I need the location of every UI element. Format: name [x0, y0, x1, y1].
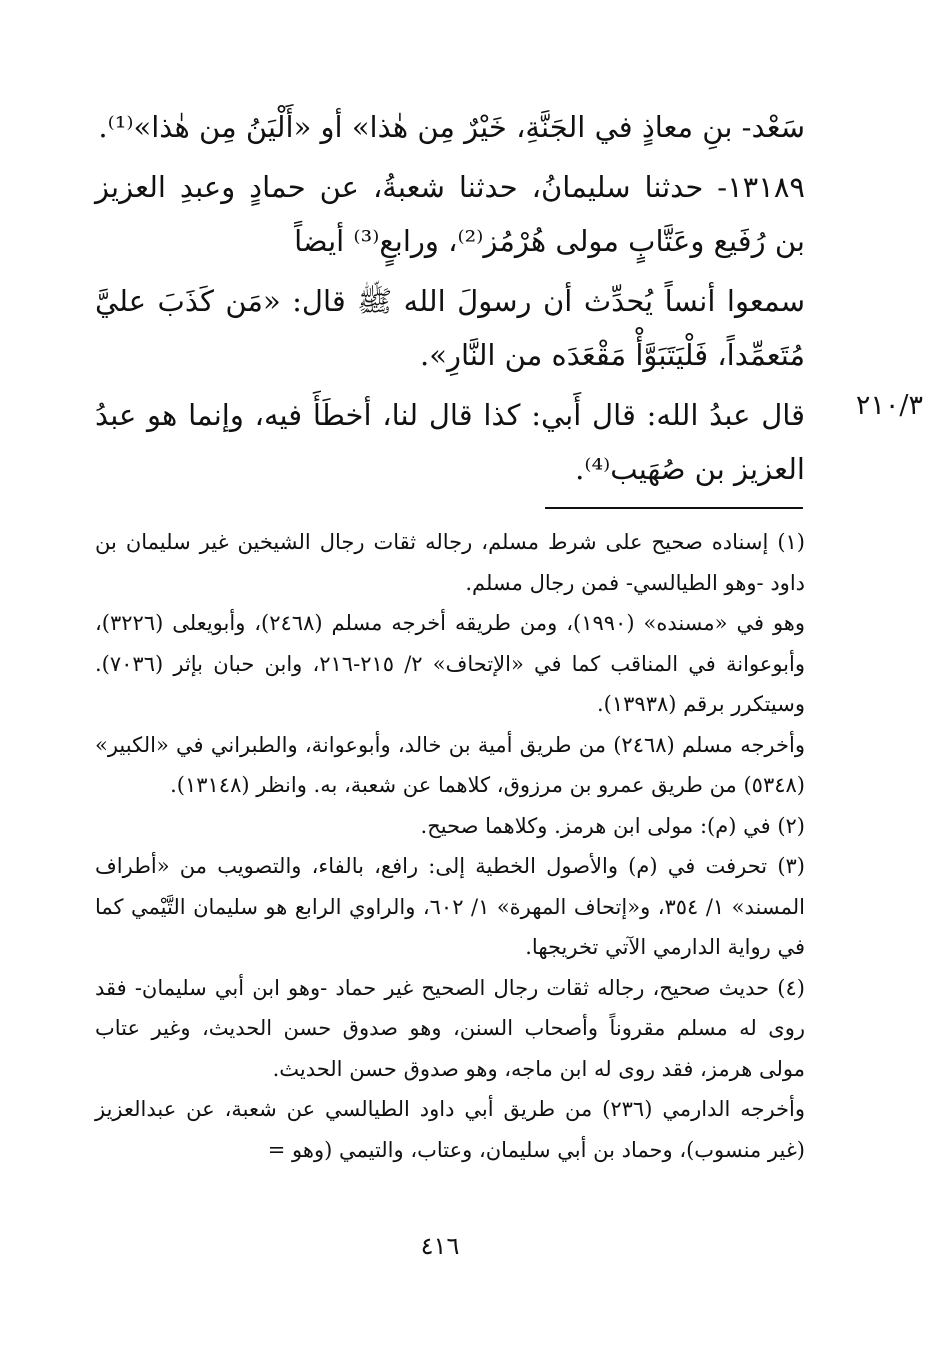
footnote-3: (٣) تحرفت في (م) والأصول الخطية إلى: رافع، بالفاء، والتصويب من «أطراف المسند» ١/ ٣٥٤، و«إتحاف المهرة» ١/ ٦٠٢، والراوي الرابع هو سليمان التَّيْمي كما في رواية الدارمي الآتي تخريجها. [95, 854, 805, 959]
footnote-4: (٤) حديث صحيح، رجاله ثقات رجال الصحيح غير حماد -وهو ابن أبي سليمان- فقد روى له مسلم مقروناً وأصحاب السنن، وهو صدوق حسن الحديث، وغير عتاب مولى هرمز، فقد روى له ابن ماجه، وهو صدوق حسن الحديث. [95, 975, 805, 1081]
main-paragraph-1: سَعْد- بنِ معاذٍ في الجَنَّةِ، خَيْرٌ مِن هٰذا» أو «أَلْيَنُ مِن هٰذا»⁽¹⁾. [98, 110, 805, 144]
footnote-1: (١) إسناده صحيح على شرط مسلم، رجاله ثقات رجال الشيخين غير سليمان بن داود -وهو الطيالسي- فمن رجال مسلم. [95, 530, 805, 595]
main-paragraph-3: سمعوا أنساً يُحدِّث أن رسولَ الله ﷺ قال: «مَن كَذَبَ عليَّ مُتَعمِّداً، فَلْيَتَبَوَّأْ مَقْعَدَه من النَّارِ». [95, 284, 805, 372]
footnote-4-continued: وأخرجه الدارمي (٢٣٦) من طريق أبي داود الطيالسي عن شعبة، عن عبدالعزيز (غير منسوب)، وحماد بن أبي سليمان، وعتاب، والتيمي (وهو = [95, 1097, 805, 1162]
footnote-1-continued: وأخرجه مسلم (٢٤٦٨) من طريق أمية بن خالد، وأبوعوانة، والطبراني في «الكبير» (٥٣٤٨) من طريق عمرو بن مرزوق، كلاهما عن شعبة، به. وانظر (١٣١٤٨). [95, 732, 805, 797]
margin-volume-reference: ٢١٠/٣ [855, 390, 923, 421]
footnote-2: (٢) في (م): مولى ابن هرمز. وكلاهما صحيح. [420, 813, 805, 838]
footnotes [95, 522, 805, 1170]
page-number: ٤١٦ [420, 1232, 460, 1260]
footnote-1-continued: وهو في «مسنده» (١٩٩٠)، ومن طريقه أخرجه مسلم (٢٤٦٨)، وأبويعلى (٣٢٢٦)، وأبوعوانة في المناقب كما في «الإتحاف» ٢/ ٢١٥-٢١٦، وابن حبان بإثر (٧٠٣٦). وسيتكرر برقم (١٣٩٣٨). [95, 611, 806, 716]
main-paragraph-4: قال عبدُ الله: قال أَبي: كذا قال لنا، أخطَأَ فيه، وإنما هو عبدُ العزيز بن صُهَيب⁽⁴⁾. [95, 398, 805, 486]
main-paragraph-2: ١٣١٨٩- حدثنا سليمانُ، حدثنا شعبةُ، عن حمادٍ وعبدِ العزيز بن رُفَيع وعَتَّابٍ مولى هُرْمُز⁽²⁾، ورابعٍ⁽³⁾ أيضاً [95, 170, 805, 258]
main-text [95, 100, 805, 502]
footnote-separator [545, 507, 803, 509]
